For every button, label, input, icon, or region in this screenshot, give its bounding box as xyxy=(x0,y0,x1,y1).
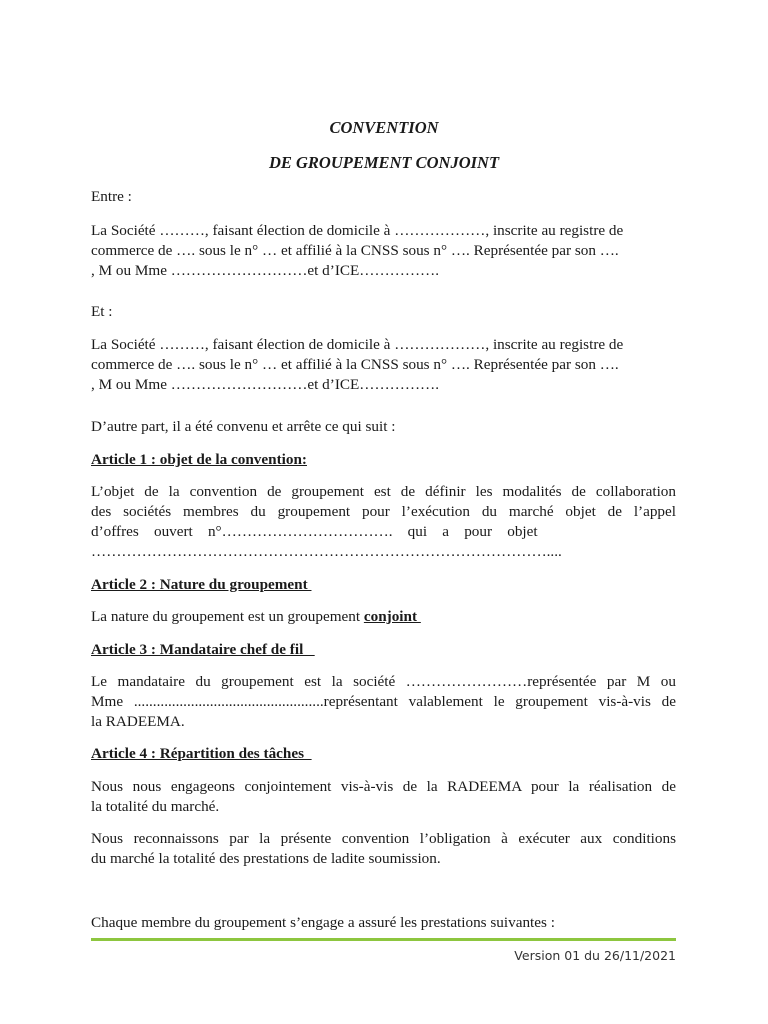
article2-text-emphasis: conjoint xyxy=(363,608,421,625)
document-title-line2: DE GROUPEMENT CONJOINT xyxy=(268,153,500,172)
autre-part-text: D’autre part, il a été convenu et arrête ce qui suit : xyxy=(91,418,396,435)
party2-line2: commerce de …. sous le n° … et affilié à la CNSS sous n° …. Représentée par son …. xyxy=(91,356,619,373)
article1-line3: d’offres ouvert n°……………………………. qui a pour objet xyxy=(91,523,538,540)
footer-divider xyxy=(91,938,676,941)
article4-paragraph2 xyxy=(91,829,676,869)
article3-heading: Article 3 : Mandataire chef de fil xyxy=(91,641,315,658)
article1-heading: Article 1 : objet de la convention: xyxy=(91,451,307,468)
et-label: Et : xyxy=(91,303,113,320)
article4-p1-line2: la totalité du marché. xyxy=(91,798,220,815)
article1-line4: ……………………………………………………………………………….... xyxy=(91,543,562,560)
party1-line1: La Société ………, faisant élection de domicile à ………………, inscrite au registre de xyxy=(91,222,624,239)
article4-heading: Article 4 : Répartition des tâches xyxy=(91,745,312,762)
party2-line3: , M ou Mme ………………………et d’ICE……………. xyxy=(91,376,440,393)
engagement-text: Chaque membre du groupement s’engage a assuré les prestations suivantes : xyxy=(91,914,555,931)
article1-line2: des sociétés membres du groupement pour l’exécution du marché objet de l’appel xyxy=(91,503,676,520)
article1-paragraph xyxy=(91,482,676,562)
article3-line3: la RADEEMA. xyxy=(91,713,185,730)
article1-line1: L’objet de la convention de groupement est de définir les modalités de collaboration xyxy=(91,483,676,500)
article2-text xyxy=(91,607,676,627)
party1-line2: commerce de …. sous le n° … et affilié à la CNSS sous n° …. Représentée par son …. xyxy=(91,242,619,259)
article2-text-prefix: La nature du groupement est un groupement xyxy=(91,608,364,625)
article4-p1-line1: Nous nous engageons conjointement vis-à-vis de la RADEEMA pour la réalisation de xyxy=(91,778,676,795)
article3-line1: Le mandataire du groupement est la société ……………………représentée par M ou xyxy=(91,673,676,690)
party1-line3: , M ou Mme ………………………et d’ICE……………. xyxy=(91,262,440,279)
article4-paragraph1 xyxy=(91,777,676,817)
party2-line1: La Société ………, faisant élection de domicile à ………………, inscrite au registre de xyxy=(91,336,624,353)
document-title-line1: CONVENTION xyxy=(329,118,439,137)
party1-paragraph xyxy=(91,221,676,281)
article2-heading: Article 2 : Nature du groupement xyxy=(91,576,312,593)
article4-p2-line2: du marché la totalité des prestations de ladite soumission. xyxy=(91,850,441,867)
footer-version: Version 01 du 26/11/2021 xyxy=(514,948,676,963)
article4-p2-line1: Nous reconnaissons par la présente convention l’obligation à exécuter aux conditions xyxy=(91,830,676,847)
article3-line2: Mme ..................................................représentant valablement le groupement vis-à-vis de xyxy=(91,693,676,710)
article3-paragraph xyxy=(91,672,676,732)
entre-label: Entre : xyxy=(91,188,132,205)
party2-paragraph xyxy=(91,335,676,395)
